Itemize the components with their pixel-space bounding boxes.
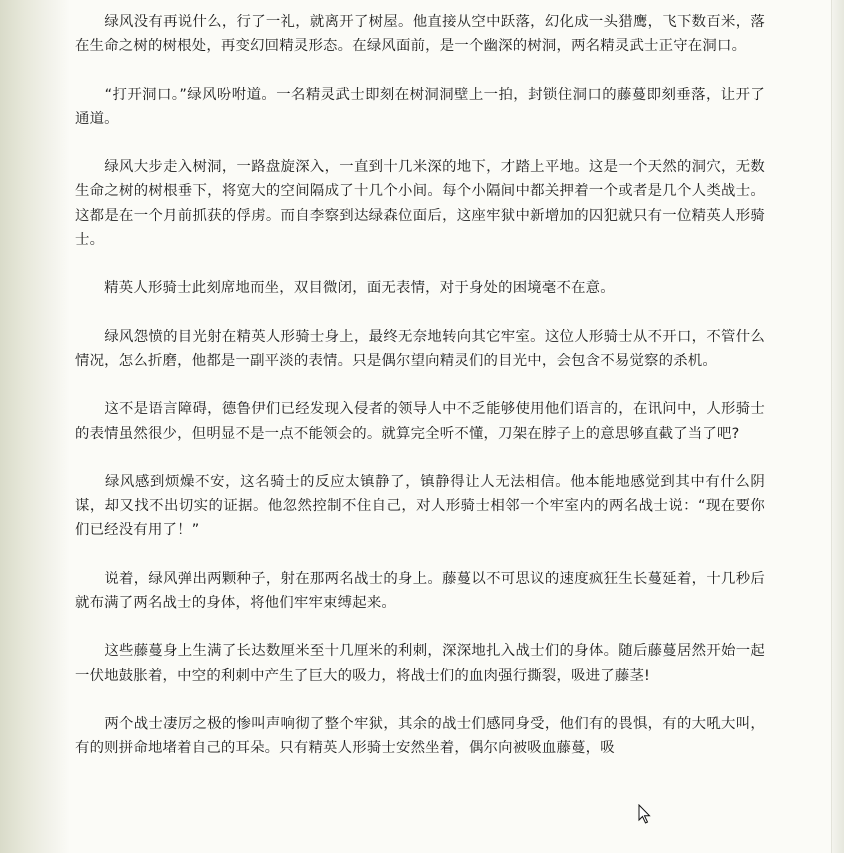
paragraph-3: 绿风大步走入树洞，一路盘旋深入，一直到十几米深的地下，才踏上平地。这是一个天然的洞穴，无数生命之树的树根垂下，将宽大的空间隔成了十几个小间。每个小隔间中都关押着一个或者是几个人类战士。这都是在一个月前抓获的俘虏。而自李察到达绿森位面后，这座牢狱中新增加的囚犯就只有一位精英人形骑士。 (75, 159, 765, 249)
paragraph-8: 说着，绿风弹出两颗种子，射在那两名战士的身上。藤蔓以不可思议的速度疯狂生长蔓延着，十几秒后就布满了两名战士的身体，将他们牢牢束缚起来。 (75, 570, 765, 612)
paragraph-10: 两个战士凄厉之极的惨叫声响彻了整个牢狱，其余的战士们感同身受，他们有的畏惧，有的大吼大叫，有的则拼命地堵着自己的耳朵。只有精英人形骑士安然坐着，偶尔向被吸血藤蔓，吸 (75, 715, 765, 757)
paragraph-4: 精英人形骑士此刻席地而坐，双目微闭，面无表情，对于身处的困境毫不在意。 (75, 280, 615, 297)
page-right-edge (831, 0, 844, 853)
article-body (75, 10, 765, 785)
paragraph-2: “打开洞口。”绿风吩咐道。一名精灵武士即刻在树洞洞壁上一拍，封锁住洞口的藤蔓即刻垂落，让开了通道。 (75, 86, 765, 127)
paragraph-6: 这不是语言障碍，德鲁伊们已经发现入侵者的领导人中不乏能够使用他们语言的，在讯问中，人形骑士的表情虽然很少，但明显不是一点不能领会的。就算完全听不懂，刀架在脖子上的意思够直截了当了吧? (75, 401, 765, 442)
paragraph-7: 绿风感到烦燥不安，这名骑士的反应太镇静了，镇静得让人无法相信。他本能地感觉到其中有什么阴谋，却又找不出切实的证据。他忽然控制不住自己，对人形骑士相邻一个牢室内的两名战士说：“现在要你们已经没有用了！” (75, 473, 765, 539)
paragraph-1: 绿风没有再说什么，行了一礼，就离开了树屋。他直接从空中跃落，幻化成一头猎鹰，飞下数百米，落在生命之树的树根处，再变幻回精灵形态。在绿风面前，是一个幽深的树洞，两名精灵武士正守在洞口。 (75, 14, 765, 55)
mouse-cursor-icon (638, 804, 652, 824)
page-left-shadow (0, 0, 70, 853)
paragraph-9: 这些藤蔓身上生满了长达数厘米至十几厘米的利刺，深深地扎入战士们的身体。随后藤蔓居然开始一起一伏地鼓胀着，中空的利刺中产生了巨大的吸力，将战士们的血肉强行撕裂，吸进了藤茎! (75, 643, 765, 684)
paragraph-5: 绿风怨愤的目光射在精英人形骑士身上，最终无奈地转向其它牢室。这位人形骑士从不开口，不管什么情况，怎么折磨，他都是一副平淡的表情。只是偶尔望向精灵们的目光中，会包含不易觉察的杀机。 (75, 328, 765, 369)
